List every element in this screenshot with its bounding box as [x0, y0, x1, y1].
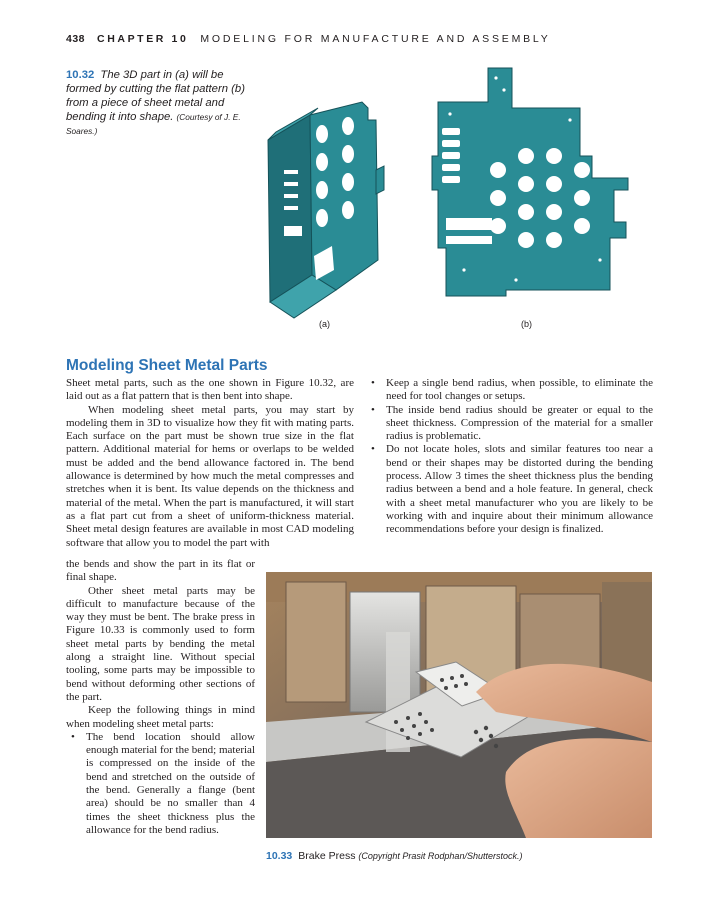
page-number: 438 — [66, 33, 86, 45]
chapter-title: MODELING FOR MANUFACTURE AND ASSEMBLY — [200, 33, 551, 45]
sheet-metal-part-illustration — [250, 60, 650, 330]
hole — [316, 125, 328, 143]
figure-number: 10.33 — [266, 850, 293, 862]
bullet-item: • Do not locate holes, slots and similar features too near a bend or their shapes may be distorted during the bending process. Allow 3 times the sheet thickness plus the bending radius between a bend and a hole feature. In general, check with a sheet metal manufacturer who you are likely to be working with and inquire about their minimum allowance recommendations before your design is finalized. — [366, 443, 653, 536]
bent-part-3d — [268, 102, 384, 318]
figure-10-33-caption — [266, 850, 522, 862]
paragraph: Keep the following things in mind when modeling sheet metal parts: — [66, 704, 255, 730]
hole — [342, 201, 354, 219]
figure-10-32-caption — [66, 68, 246, 138]
bullet-item: • Keep a single bend radius, when possible, to eliminate the need for tool changes or setups. — [366, 377, 653, 404]
body-right-column — [366, 377, 653, 537]
hole — [316, 153, 328, 171]
flat-pattern — [432, 68, 628, 296]
brake-press-photo — [266, 572, 652, 838]
figure-caption-text: The 3D part in (a) will be formed by cutting the flat pattern (b) from a piece of sheet metal and bending it into shape. — [66, 69, 245, 123]
figure-label-b: (b) — [521, 319, 532, 329]
hole — [342, 145, 354, 163]
figure-title: Brake Press — [298, 850, 356, 862]
section-heading: Modeling Sheet Metal Parts — [66, 357, 268, 374]
paragraph: Other sheet metal parts may be difficult to manufacture because of the way they must be bent. The brake press in Figure 10.33 is commonly used to form sheet metal parts by bending the metal along a straight line. Without special tooling, some parts may be impossible to bend without deforming other sections of the part. — [66, 584, 255, 703]
bullet-item: • The inside bend radius should be greater or equal to the sheet thickness. Compression of the material for a smaller radius is problematic. — [366, 404, 653, 444]
figure-label-a: (a) — [319, 319, 330, 329]
brake-press-image — [266, 572, 652, 838]
chapter-label: CHAPTER 10 — [97, 33, 189, 45]
hole — [316, 209, 328, 227]
hole — [316, 181, 328, 199]
running-header — [66, 33, 551, 45]
figure-credit: (Courtesy of J. E. Soares.) — [66, 112, 241, 136]
figure-credit: (Copyright Prasit Rodphan/Shutterstock.) — [358, 851, 523, 861]
figure-10-32 — [250, 60, 650, 330]
hole — [342, 173, 354, 191]
figure-number: 10.32 — [66, 69, 95, 81]
paragraph: When modeling sheet metal parts, you may start by modeling them in 3D to visualize how they fit with mating parts. Each surface on the part must be shown true size in the flat pattern. Additional material for hems or overlaps to be welded must be added and the bend allowance factored in. The bend allowance is determined by how much the metal compresses and stretches when it is bent. Its value depends on the thickness and material of the metal. When the part is manufactured, it will start as a flat part cut from a sheet of uniform-thickness material. Sheet metal design features are available in most CAD modeling software that allow you to model the part with — [66, 403, 354, 549]
bullet-list — [366, 377, 653, 537]
paragraph: the bends and show the part in its flat or final shape. — [66, 558, 255, 584]
bullet-list — [66, 731, 255, 837]
hole — [342, 117, 354, 135]
body-left-column — [66, 377, 354, 550]
paragraph: Sheet metal parts, such as the one shown in Figure 10.32, are laid out as a flat pattern that is then bent into shape. — [66, 377, 354, 403]
body-left-narrow-column — [66, 558, 255, 837]
bullet-item: • The bend location should allow enough material for the bend; material is compressed on the inside of the bend and stretched on the outside of the bend. Generally a flange (bent area) should be no smaller than 4 times the sheet thickness plus the allowance for the bend radius. — [66, 731, 255, 837]
